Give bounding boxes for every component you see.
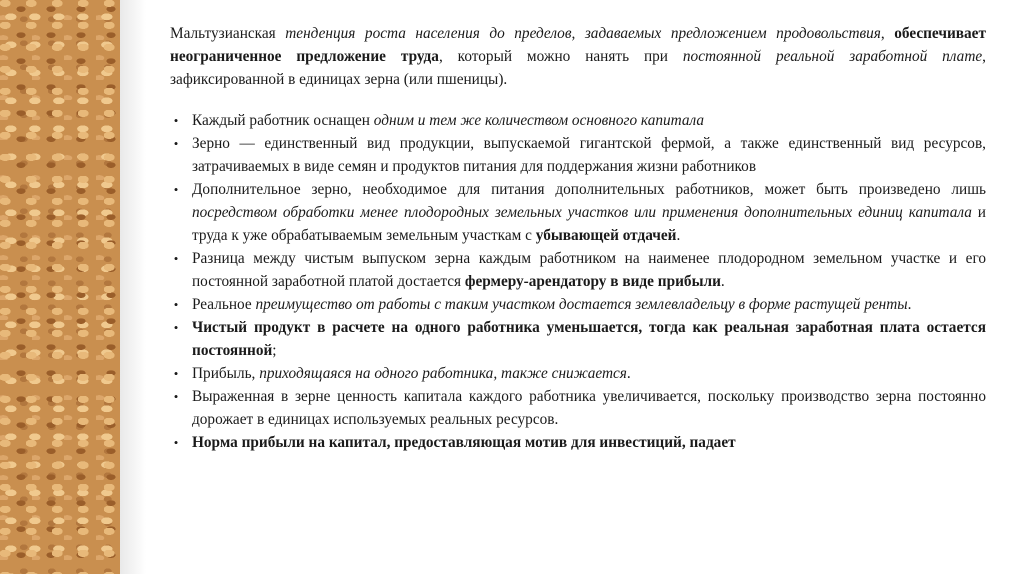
slide-content xyxy=(170,22,986,454)
text-run: одним и тем же количеством основного капитала xyxy=(373,112,705,129)
text-run: Зерно — единственный вид продукции, выпускаемой гигантской фермой, а также единственный вид ресурсов, затрачиваемых в виде семян и продуктов питания для поддержания жизни работников xyxy=(192,135,986,175)
image-edge-shadow xyxy=(120,0,146,574)
text-run: и труда к уже обрабатываемым земельным участкам с xyxy=(192,204,986,244)
bullet-icon: • xyxy=(173,182,179,197)
list-item xyxy=(170,132,986,178)
text-run: . xyxy=(676,227,681,244)
list-item xyxy=(170,431,986,454)
text-run: Чистый продукт в расчете на одного работника уменьшается, тогда как реальная заработная плата остается постоянной xyxy=(192,319,986,359)
intro-paragraph xyxy=(170,22,986,91)
bullet-icon: • xyxy=(173,320,179,335)
bullet-icon: • xyxy=(173,113,179,128)
list-item xyxy=(170,178,986,247)
list-item xyxy=(170,247,986,293)
text-run: посредством обработки менее плодородных земельных участков или применения дополнительных единиц капитала xyxy=(192,204,972,221)
list-item xyxy=(170,385,986,431)
bullet-icon: • xyxy=(173,251,179,266)
text-run: убывающей отдачей xyxy=(535,227,677,244)
bullet-icon: • xyxy=(173,389,179,404)
text-run: Разница между чистым выпуском зерна каждым работником на наименее плодородном земельном участке и его постоянной заработной платой достается xyxy=(192,250,986,290)
list-item xyxy=(170,362,986,385)
wheat-grain-image xyxy=(0,0,120,574)
text-run: . xyxy=(907,296,912,313)
text-run: Реальное xyxy=(192,296,256,313)
text-run: , зафиксированной в единицах зерна (или пшеницы). xyxy=(170,48,986,88)
list-item xyxy=(170,109,986,132)
bullet-icon: • xyxy=(173,435,179,450)
text-run: преимущество от работы с таким участком достается землевладельцу в форме растущей ренты xyxy=(255,296,908,313)
bullet-list xyxy=(170,109,986,454)
text-run: Норма прибыли на капитал, предоставляющая мотив для инвестиций, падает xyxy=(192,434,736,451)
bullet-icon: • xyxy=(173,136,179,151)
text-run: . xyxy=(720,273,725,290)
text-run: приходящаяся на одного работника, также снижается xyxy=(259,365,627,382)
text-run: ; xyxy=(272,342,277,359)
text-run: Прибыль, xyxy=(192,365,260,382)
text-run: Выраженная в зерне ценность капитала каждого работника увеличивается, поскольку производство зерна постоянно дорожает в единицах используемых реальных ресурсов. xyxy=(192,388,986,428)
text-run: постоянной реальной заработной плате xyxy=(682,48,983,65)
text-run: Мальтузианская xyxy=(170,25,286,42)
text-run: Каждый работник оснащен xyxy=(192,112,374,129)
bullet-icon: • xyxy=(173,297,179,312)
text-run: фермеру-арендатору в виде прибыли xyxy=(464,273,721,290)
list-item xyxy=(170,293,986,316)
text-run: обеспечивает неограниченное предложение труда xyxy=(170,25,986,65)
text-run: , который можно нанять при xyxy=(438,48,683,65)
text-run: , xyxy=(880,25,895,42)
list-item xyxy=(170,316,986,362)
text-run: тенденция роста населения до пределов, задаваемых предложением продовольствия xyxy=(285,25,881,42)
bullet-icon: • xyxy=(173,366,179,381)
text-run: Дополнительное зерно, необходимое для питания дополнительных работников, может быть произведено лишь xyxy=(192,181,986,198)
text-run: . xyxy=(626,365,631,382)
